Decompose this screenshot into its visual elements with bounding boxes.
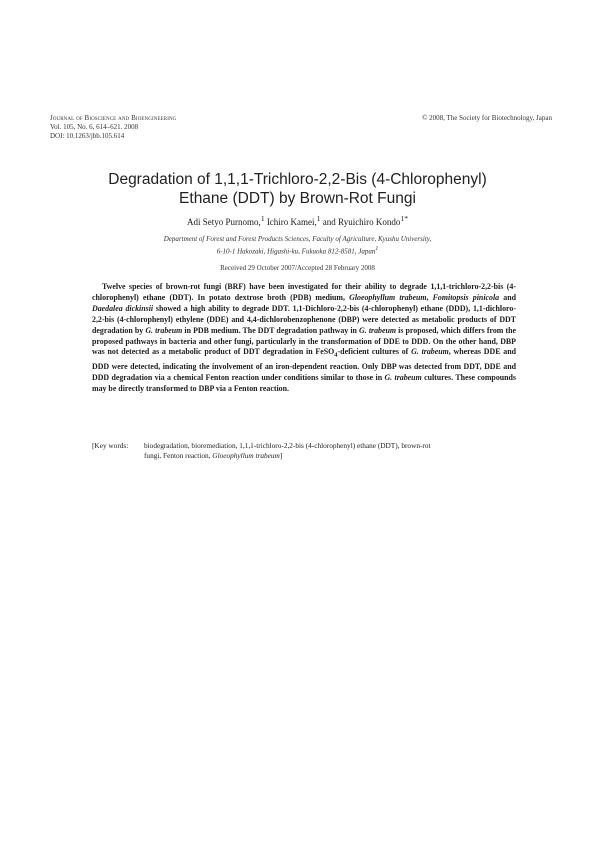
keywords-line-2: fungi, Fenton reaction, <box>144 451 213 460</box>
author-2: Ichiro Kamei, <box>266 217 317 227</box>
species-name: Fomitopsis pinicola <box>432 292 500 302</box>
abstract-text: showed a high ability to degrade DDT. 1,1-Dichloro-2,2-bis (4-chlorophenyl) ethane (DDD), 1,1-dichloro-2,2-bis (4-chlorophenyl) ethylene (DDE) and 4,4-dichlorobenzophenone (DBP) were detected as metabolic products of DDT degradation by <box>92 303 516 335</box>
article-title <box>60 170 535 208</box>
species-name: G. trabeum <box>359 325 397 335</box>
species-name: Gloeophyllum trabeum <box>349 292 427 302</box>
abstract-text: -deficient cultures of <box>337 347 412 357</box>
author-list <box>60 213 535 228</box>
journal-header <box>50 114 176 141</box>
doi-line: DOI: 10.1263/jbb.105.614 <box>50 132 125 140</box>
journal-name: Journal of Bioscience and Bioengineering <box>50 114 177 122</box>
affiliation <box>80 234 515 256</box>
abstract-text: , whereas DDE and DDD were detected, indicating the involvement of an iron-dependent reaction. Only DBP was detected from DDT, DDE and DDD degradation via a chemical Fenton reaction under conditions similar to those in <box>92 347 516 382</box>
species-name: G. trabeum <box>384 372 422 382</box>
abstract-text: , <box>426 292 433 302</box>
author-conjunction: and <box>322 217 336 227</box>
author-3-affil-mark: 1* <box>400 214 408 223</box>
keywords-label: [Key words: <box>92 441 129 450</box>
author-1-affil-mark: 1 <box>260 214 265 223</box>
species-name: G. trabeum <box>411 347 449 357</box>
subscript: 4 <box>334 352 338 360</box>
species-name: Daedalea dickinsii <box>92 303 154 313</box>
author-3: Ryuichiro Kondo <box>338 217 401 227</box>
title-line-2: Ethane (DDT) by Brown-Rot Fungi <box>179 190 416 207</box>
abstract-text: is proposed, which differs from the proposed pathways in bacteria and other fungi, particularly in the transformation of DDE to DDD. On the other hand, DBP was not detected as a metabolic product of DDT degradation in FeSO <box>92 325 516 357</box>
abstract-text: in PDB medium. The DDT degradation pathway in <box>182 325 360 335</box>
abstract-text: Twelve species of brown-rot fungi (BRF) have been investigated for their ability to degrade 1,1,1-trichloro-2,2-bis (4-chlorophenyl) ethane (DDT). In potato dextrose broth (PDB) medium, <box>92 282 516 302</box>
author-2-affil-mark: 1 <box>316 214 321 223</box>
affiliation-mark: 1 <box>375 246 379 252</box>
copyright-notice: © 2008, The Society for Biotechnology, Japan <box>422 114 552 122</box>
keyword-species: Gloeophyllum trabeum <box>212 451 280 460</box>
received-dates: Received 29 October 2007/Accepted 28 February 2008 <box>220 264 375 272</box>
abstract <box>92 282 516 395</box>
keywords-close: ] <box>279 451 283 460</box>
affiliation-line-1: Department of Forest and Forest Products Sciences, Faculty of Agriculture, Kyushu University, <box>163 235 432 243</box>
species-name: G. trabeum <box>145 325 183 335</box>
affiliation-line-2: 6-10-1 Hakozaki, Higashi-ku, Fukuoka 812-8581, Japan <box>216 247 376 256</box>
title-line-1: Degradation of 1,1,1-Trichloro-2,2-Bis (4-Chlorophenyl) <box>108 171 487 188</box>
abstract-text: cultures. These compounds may be directly transformed to DBP via a Fenton reaction. <box>92 372 516 393</box>
volume-line: Vol. 105, No. 6, 614–621. 2008 <box>50 123 139 131</box>
keywords-line-1: biodegradation, bioremediation, 1,1,1-trichloro-2,2-bis (4-chlorophenyl) ethane (DDT), brown-rot <box>144 441 431 450</box>
abstract-text: and <box>499 292 516 302</box>
author-1: Adi Setyo Purnomo, <box>187 217 261 227</box>
keywords <box>92 441 516 461</box>
